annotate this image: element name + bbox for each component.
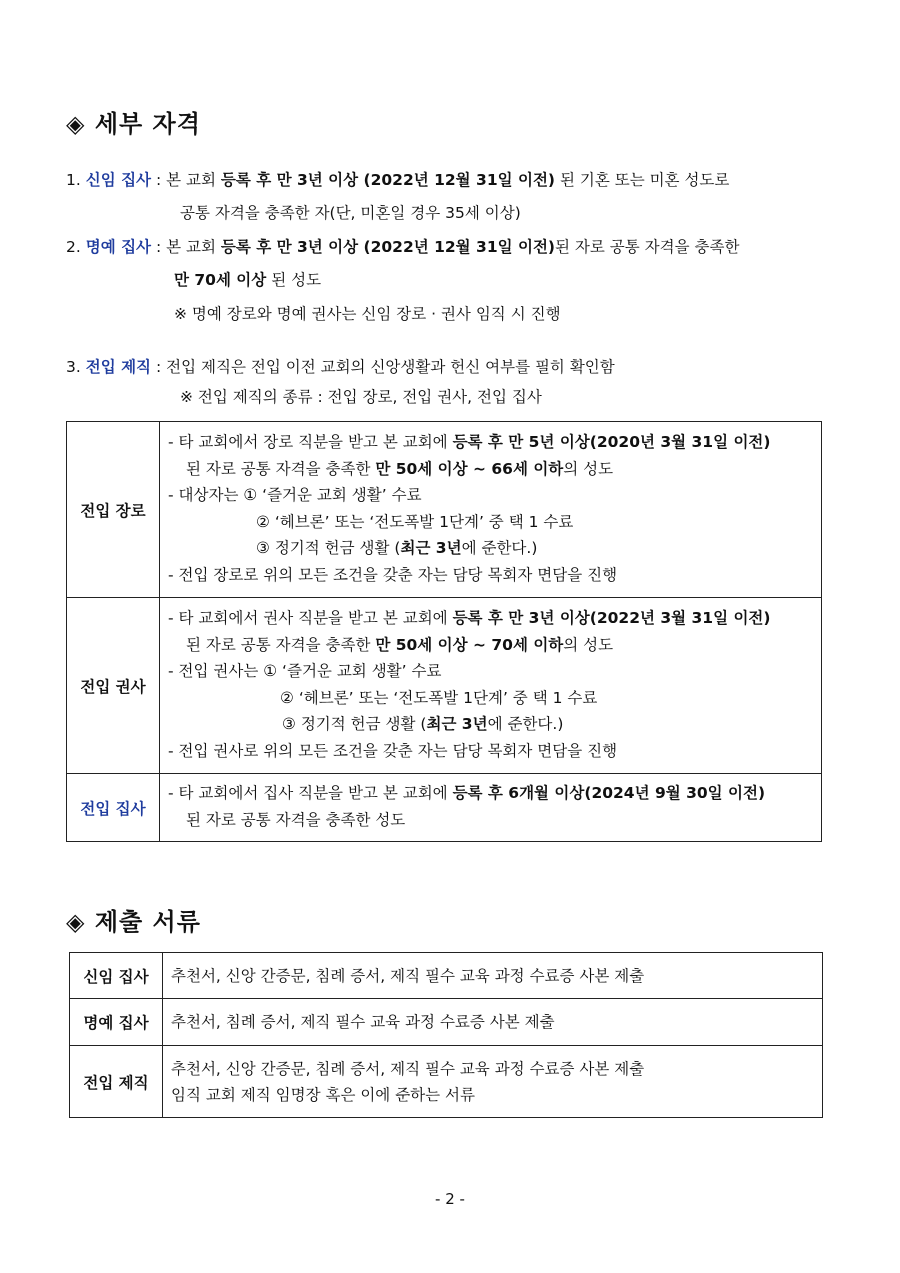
table-row — [70, 999, 823, 1046]
item-colon: : — [155, 238, 162, 256]
row-label: 명예 집사 — [70, 999, 163, 1046]
content-line: ③ 정기적 헌금 생활 (최근 3년에 준한다.) — [282, 715, 564, 733]
content-line: - 전입 장로로 위의 모든 조건을 갖춘 자는 담당 목회자 면담을 진행 — [168, 565, 618, 584]
content-line: - 전입 권사로 위의 모든 조건을 갖춘 자는 담당 목회자 면담을 진행 — [168, 741, 618, 760]
content-line: ③ 정기적 헌금 생활 (최근 3년에 준한다.) — [256, 539, 538, 557]
item-label: 전입 제직 — [85, 358, 152, 376]
content-line: 추천서, 침례 증서, 제직 필수 교육 과정 수료증 사본 제출 — [171, 1013, 555, 1031]
row-content — [163, 1046, 823, 1118]
item-text: 본 교회 — [166, 238, 221, 256]
table-row — [67, 774, 822, 842]
item-text-bold: 등록 후 만 3년 이상 (2022년 12월 31일 이전) — [220, 238, 556, 256]
transfer-qualification-table — [66, 421, 822, 842]
content-line: 된 자로 공통 자격을 충족한 성도 — [186, 810, 406, 829]
item-3-note: ※ 전입 제직의 종류 : 전입 장로, 전입 권사, 전입 집사 — [180, 388, 542, 406]
content-line: 임직 교회 제직 임명장 혹은 이에 준하는 서류 — [171, 1085, 476, 1104]
row-content — [163, 999, 823, 1046]
section-heading-documents — [66, 902, 201, 937]
row-content — [160, 598, 822, 774]
item-number: 2. — [66, 238, 81, 256]
content-line: - 타 교회에서 집사 직분을 받고 본 교회에 등록 후 6개월 이상(2024년 9월 30일 이전) — [168, 784, 766, 802]
row-content — [160, 774, 822, 842]
item-label: 신임 집사 — [85, 171, 152, 189]
section-heading-qualifications — [66, 104, 201, 139]
content-line: - 전입 권사는 ① ‘즐거운 교회 생활’ 수료 — [168, 662, 442, 680]
item-text: 전입 제직은 전입 이전 교회의 신앙생활과 헌신 여부를 필히 확인함 — [166, 358, 615, 376]
diamond-marker-icon: ◈ — [66, 110, 86, 138]
diamond-marker-icon: ◈ — [66, 908, 86, 936]
table-row — [67, 422, 822, 598]
item-text: 된 성도 — [266, 271, 322, 289]
item-text: 된 기혼 또는 미혼 성도로 — [555, 171, 730, 189]
row-content — [163, 953, 823, 999]
required-documents-table — [69, 952, 823, 1118]
section-title: 제출 서류 — [94, 908, 201, 936]
table-row — [70, 1046, 823, 1118]
item-text: 된 자로 공통 자격을 충족한 — [555, 238, 740, 256]
item-2-line-1 — [66, 235, 739, 257]
row-label: 전입 집사 — [67, 774, 160, 842]
item-colon: : — [155, 358, 162, 376]
content-line: 추천서, 신앙 간증문, 침례 증서, 제직 필수 교육 과정 수료증 사본 제출 — [171, 1059, 645, 1078]
content-line: ② ‘헤브론’ 또는 ‘전도폭발 1단계’ 중 택 1 수료 — [256, 512, 574, 531]
item-text: 본 교회 — [166, 171, 221, 189]
content-line: 된 자로 공통 자격을 충족한 만 50세 이상 ~ 66세 이하의 성도 — [186, 459, 614, 478]
content-line: - 타 교회에서 권사 직분을 받고 본 교회에 등록 후 만 3년 이상(2022년 3월 31일 이전) — [168, 609, 771, 627]
item-1-line-1 — [66, 168, 729, 190]
item-3-line-1 — [66, 355, 615, 377]
item-label: 명예 집사 — [85, 238, 152, 256]
row-label: 전입 장로 — [67, 422, 160, 598]
row-label: 전입 제직 — [70, 1046, 163, 1118]
content-line: 된 자로 공통 자격을 충족한 만 50세 이상 ~ 70세 이하의 성도 — [186, 635, 614, 654]
item-number: 1. — [66, 171, 81, 189]
item-2-line-2 — [174, 268, 321, 290]
content-line: - 대상자는 ① ‘즐거운 교회 생활’ 수료 — [168, 486, 422, 504]
content-line: 추천서, 신앙 간증문, 침례 증서, 제직 필수 교육 과정 수료증 사본 제출 — [171, 966, 645, 985]
item-text-bold: 등록 후 만 3년 이상 (2022년 12월 31일 이전) — [220, 171, 556, 189]
item-number: 3. — [66, 358, 81, 376]
table-row — [67, 598, 822, 774]
item-colon: : — [155, 171, 162, 189]
table-row — [70, 953, 823, 999]
item-1-line-2: 공통 자격을 충족한 자(단, 미혼일 경우 35세 이상) — [180, 204, 521, 222]
row-label: 전입 권사 — [67, 598, 160, 774]
content-line: ② ‘헤브론’ 또는 ‘전도폭발 1단계’ 중 택 1 수료 — [280, 688, 598, 707]
row-content — [160, 422, 822, 598]
item-text-bold: 만 70세 이상 — [174, 271, 267, 289]
content-line: - 타 교회에서 장로 직분을 받고 본 교회에 등록 후 만 5년 이상(2020년 3월 31일 이전) — [168, 433, 771, 451]
row-label: 신임 집사 — [70, 953, 163, 999]
section-title: 세부 자격 — [94, 110, 201, 138]
item-2-note: ※ 명예 장로와 명예 권사는 신임 장로 · 권사 임직 시 진행 — [174, 305, 561, 323]
page-number: - 2 - — [435, 1190, 465, 1208]
